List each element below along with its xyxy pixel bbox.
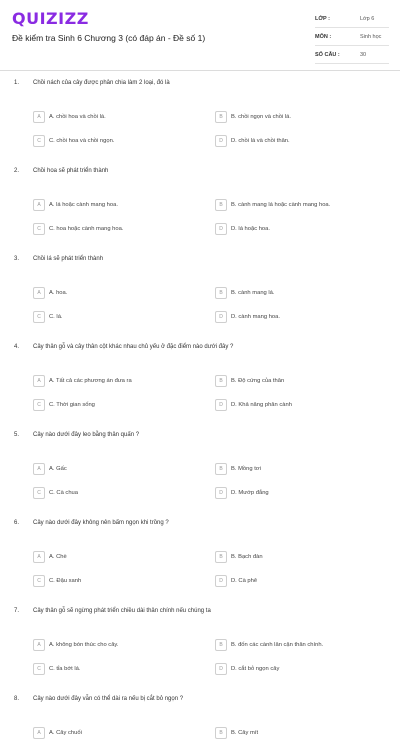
option-letter-box: B	[215, 375, 227, 387]
option-text: C. lá.	[49, 314, 63, 320]
option-text: A. lá hoặc cành mang hoa.	[49, 202, 118, 208]
answer-option[interactable]	[33, 134, 114, 148]
answer-option[interactable]	[215, 134, 290, 148]
question-text: Cây nào dưới đây vẫn có thể dài ra nếu bị cắt bỏ ngọn ?	[33, 696, 184, 702]
option-text: B. Mồng tơi	[231, 466, 261, 472]
worksheet-header	[0, 0, 400, 71]
question-text: Cây nào dưới đây không nên bấm ngọn khi trồng ?	[33, 520, 169, 526]
option-text: A. không bón thúc cho cây.	[49, 642, 119, 648]
answer-option[interactable]	[33, 198, 118, 212]
question-text: Chồi lá sẽ phát triển thành	[33, 256, 104, 262]
option-text: C. Cà chua	[49, 490, 78, 496]
answer-option[interactable]	[33, 374, 132, 388]
answer-option[interactable]	[215, 550, 263, 564]
answer-option[interactable]	[215, 726, 258, 740]
meta-label: SỐ CÂU :	[315, 51, 340, 58]
worksheet-title: Đề kiểm tra Sinh 6 Chương 3 (có đáp án - Đề số 1)	[12, 33, 206, 43]
option-text: A. Tất cả các phương án đưa ra	[49, 378, 132, 384]
option-row	[0, 486, 400, 510]
question-text: Cây nào dưới đây leo bằng thân quấn ?	[33, 432, 140, 438]
option-text: A. Cây chuối	[49, 730, 82, 736]
question-item	[0, 70, 400, 158]
question-head	[0, 334, 400, 374]
meta-label: LỚP :	[315, 15, 330, 22]
quizizz-logo: QUIZIZZ	[12, 9, 89, 28]
option-text: B. cành mang lá hoặc cành mang hoa.	[231, 202, 331, 208]
answer-option[interactable]	[33, 726, 82, 740]
answer-option[interactable]	[215, 486, 269, 500]
answer-option[interactable]	[33, 550, 67, 564]
option-text: C. tỉa bớt lá.	[49, 666, 81, 672]
question-head	[0, 158, 400, 198]
option-text: B. cành mang lá.	[231, 290, 275, 296]
option-letter-box: D	[215, 663, 227, 675]
option-letter-box: C	[33, 399, 45, 411]
option-letter-box: D	[215, 575, 227, 587]
question-head	[0, 70, 400, 110]
option-text: A. Gấc	[49, 466, 67, 472]
answer-option[interactable]	[215, 398, 292, 412]
meta-value: Sinh học	[360, 33, 382, 40]
question-text: Chồi nách của cây được phân chia làm 2 loại, đó là	[33, 80, 170, 86]
answer-option[interactable]	[215, 310, 280, 324]
option-letter-box: B	[215, 111, 227, 123]
option-letter-box: B	[215, 639, 227, 651]
option-letter-box: B	[215, 463, 227, 475]
option-letter-box: A	[33, 463, 45, 475]
meta-row-subject	[315, 28, 389, 46]
option-text: C. hoa hoặc cành mang hoa.	[49, 226, 124, 232]
answer-option[interactable]	[33, 286, 67, 300]
answer-option[interactable]	[33, 638, 119, 652]
question-item	[0, 510, 400, 598]
option-letter-box: C	[33, 223, 45, 235]
meta-value: 30	[360, 51, 367, 58]
question-item	[0, 334, 400, 422]
option-text: A. hoa.	[49, 290, 68, 296]
question-number: 7.	[14, 608, 20, 614]
option-row	[0, 574, 400, 598]
answer-option[interactable]	[33, 462, 67, 476]
option-row	[0, 310, 400, 334]
question-number: 4.	[14, 344, 20, 350]
option-row	[0, 222, 400, 246]
option-text: D. chồi lá và chồi thân.	[231, 138, 290, 144]
option-letter-box: C	[33, 663, 45, 675]
question-number: 5.	[14, 432, 20, 438]
answer-option[interactable]	[215, 198, 330, 212]
question-head	[0, 686, 400, 726]
question-number: 1.	[14, 80, 20, 86]
answer-option[interactable]	[33, 398, 95, 412]
question-list	[0, 70, 400, 750]
answer-option[interactable]	[215, 110, 291, 124]
option-text: D. lá hoặc hoa.	[231, 226, 270, 232]
answer-option[interactable]	[33, 310, 63, 324]
option-text: C. chồi hoa và chồi ngọn.	[49, 138, 115, 144]
question-item	[0, 686, 400, 750]
option-text: D. Cà phê	[231, 578, 258, 584]
option-row	[0, 550, 400, 574]
option-letter-box: A	[33, 551, 45, 563]
option-row	[0, 398, 400, 422]
question-item	[0, 158, 400, 246]
option-text: A. Chè	[49, 554, 67, 560]
option-row	[0, 286, 400, 310]
meta-row-count	[315, 46, 389, 64]
option-row	[0, 110, 400, 134]
option-row	[0, 198, 400, 222]
option-text: D. cắt bỏ ngọn cây	[231, 666, 280, 672]
question-text: Chồi hoa sẽ phát triển thành	[33, 168, 109, 174]
question-head	[0, 510, 400, 550]
option-letter-box: D	[215, 223, 227, 235]
option-letter-box: B	[215, 287, 227, 299]
option-letter-box: D	[215, 487, 227, 499]
answer-option[interactable]	[215, 462, 261, 476]
answer-option[interactable]	[215, 374, 284, 388]
question-number: 8.	[14, 696, 20, 702]
answer-option[interactable]	[215, 638, 323, 652]
meta-label: MÔN :	[315, 33, 332, 40]
question-head	[0, 422, 400, 462]
option-text: D. Mướp đắng	[231, 490, 269, 496]
answer-option[interactable]	[215, 222, 270, 236]
option-letter-box: A	[33, 639, 45, 651]
option-row	[0, 462, 400, 486]
answer-option[interactable]	[33, 110, 106, 124]
answer-option[interactable]	[215, 286, 275, 300]
option-row	[0, 662, 400, 686]
answer-option[interactable]	[33, 486, 78, 500]
question-head	[0, 246, 400, 286]
option-letter-box: B	[215, 727, 227, 739]
option-text: B. Độ cứng của thân	[231, 378, 285, 384]
question-text: Cây thân gỗ sẽ ngừng phát triển chiều dài thân chính nếu chúng ta	[33, 608, 211, 614]
answer-option[interactable]	[215, 662, 279, 676]
option-text: B. chồi ngọn và chồi lá.	[231, 114, 291, 120]
option-letter-box: B	[215, 551, 227, 563]
question-number: 2.	[14, 168, 20, 174]
option-text: B. Bạch đàn	[231, 554, 263, 560]
option-letter-box: C	[33, 135, 45, 147]
option-letter-box: B	[215, 199, 227, 211]
question-item	[0, 246, 400, 334]
question-text: Cây thân gỗ và cây thân cột khác nhau chủ yếu ở đặc điểm nào dưới đây ?	[33, 344, 234, 350]
answer-option[interactable]	[33, 662, 81, 676]
option-letter-box: A	[33, 375, 45, 387]
option-letter-box: C	[33, 311, 45, 323]
option-letter-box: D	[215, 135, 227, 147]
option-letter-box: D	[215, 311, 227, 323]
option-row	[0, 134, 400, 158]
question-number: 3.	[14, 256, 20, 262]
option-text: D. cành mang hoa.	[231, 314, 280, 320]
option-letter-box: C	[33, 575, 45, 587]
question-head	[0, 598, 400, 638]
meta-row-class	[315, 10, 389, 28]
option-text: A. chồi hoa và chồi lá.	[49, 114, 106, 120]
question-number: 6.	[14, 520, 20, 526]
answer-option[interactable]	[215, 574, 257, 588]
option-text: B. đốn các cành lân cận thân chính.	[231, 642, 324, 648]
answer-option[interactable]	[33, 222, 123, 236]
option-letter-box: A	[33, 287, 45, 299]
option-row	[0, 374, 400, 398]
option-row	[0, 726, 400, 750]
option-letter-box: A	[33, 111, 45, 123]
option-letter-box: C	[33, 487, 45, 499]
answer-option[interactable]	[33, 574, 81, 588]
option-letter-box: A	[33, 727, 45, 739]
option-text: B. Cây mít	[231, 730, 259, 736]
option-text: C. Đậu xanh	[49, 578, 82, 584]
option-letter-box: A	[33, 199, 45, 211]
option-row	[0, 638, 400, 662]
meta-value: Lớp 6	[360, 15, 375, 22]
question-item	[0, 598, 400, 686]
question-item	[0, 422, 400, 510]
meta-table	[315, 10, 389, 64]
option-letter-box: D	[215, 399, 227, 411]
option-text: D. Khả năng phân cành	[231, 402, 292, 408]
option-text: C. Thời gian sống	[49, 402, 95, 408]
